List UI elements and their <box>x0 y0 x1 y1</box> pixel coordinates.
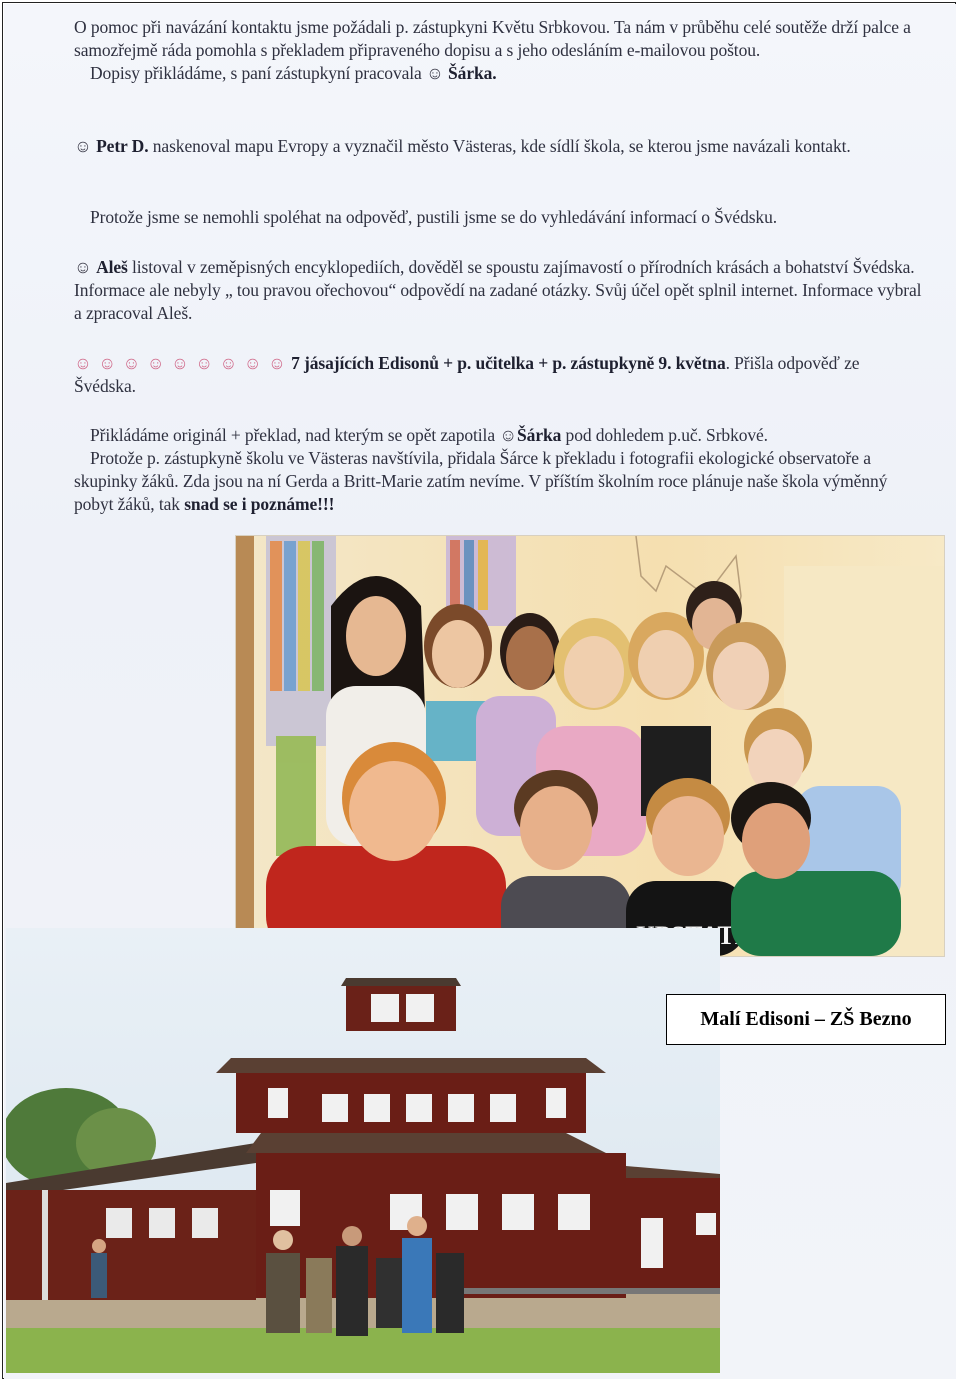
observatory-photo <box>6 928 720 1373</box>
attachment-text: Přikládáme originál + překlad, nad kterým se opět zapotila <box>90 425 500 445</box>
paragraph-map <box>74 135 924 158</box>
paragraph-attachment <box>74 424 924 516</box>
caption-box <box>666 994 946 1045</box>
attachment-text-post: pod dohledem p.uč. Srbkové. <box>561 425 768 445</box>
smiley-icon: ☺ <box>499 425 518 445</box>
reply-text: . Přišla odpověď ze Švédska. <box>74 353 860 396</box>
group-photo-illustration <box>236 536 944 956</box>
paragraph-search <box>74 206 924 229</box>
name-ales: Aleš <box>96 257 128 277</box>
paragraph-contact <box>74 16 924 85</box>
smiley-icon: ☺ <box>74 257 92 277</box>
encyclopedia-text: listoval v zeměpisných encyklopediích, dověděl se spoustu zajímavostí o přírodních krásách a bohatství Švédska. Informace ale nebyly „ tou pravou ořechovou“ odpovědí na zadané otázky. Svůj účel opět splnil internet. Informace vybral a zpracoval Aleš. <box>74 257 922 323</box>
caption-text: Malí Edisoni – ZŠ Bezno <box>700 1008 912 1030</box>
name-sarka: Šárka. <box>448 63 497 83</box>
smiley-icon: ☺ <box>74 136 92 156</box>
visit-text: Protože p. zástupkyně školu ve Västeras navštívila, přidala Šárce k překladu i fotografii ekologické observatoře a skupinky žáků. Zda jsou na ní Gerda a Britt-Marie zatím nevíme. V příštím školním roce plánuje naše škola výměnný pobyt žáků, tak <box>74 448 888 514</box>
paragraph-encyclopedia <box>74 256 924 325</box>
smiley-row-icons: ☺ ☺ ☺ ☺ ☺ ☺ ☺ ☺ ☺ <box>74 353 287 373</box>
closing-bold: snad se i poznáme!!! <box>184 494 335 514</box>
smiley-icon: ☺ <box>425 63 444 83</box>
name-sarka-2: Šárka <box>517 425 562 445</box>
observatory-illustration <box>6 928 720 1373</box>
name-petr: Petr D. <box>96 136 149 156</box>
paragraph-contact-text: O pomoc při navázání kontaktu jsme požádali p. zástupkyni Květu Srbkovou. Ta nám v průběhu celé soutěže drží palce a samozřejmě ráda pomohla s překladem připraveného dopisu a s jeho odesláním e-mailovou poštou. <box>74 17 911 60</box>
group-photo <box>236 536 944 956</box>
letters-text: Dopisy přikládáme, s paní zástupkyní pracovala <box>90 63 426 83</box>
paragraph-reply <box>74 352 924 398</box>
reply-bold: 7 jásajících Edisonů + p. učitelka + p. zástupkyně 9. května <box>291 353 726 373</box>
map-text: naskenoval mapu Evropy a vyznačil město Västeras, kde sídlí škola, se kterou jsme navázali kontakt. <box>148 136 851 156</box>
paragraph-letters <box>74 62 924 85</box>
search-text: Protože jsme se nemohli spoléhat na odpověď, pustili jsme se do vyhledávání informací o Švédsku. <box>90 207 778 227</box>
